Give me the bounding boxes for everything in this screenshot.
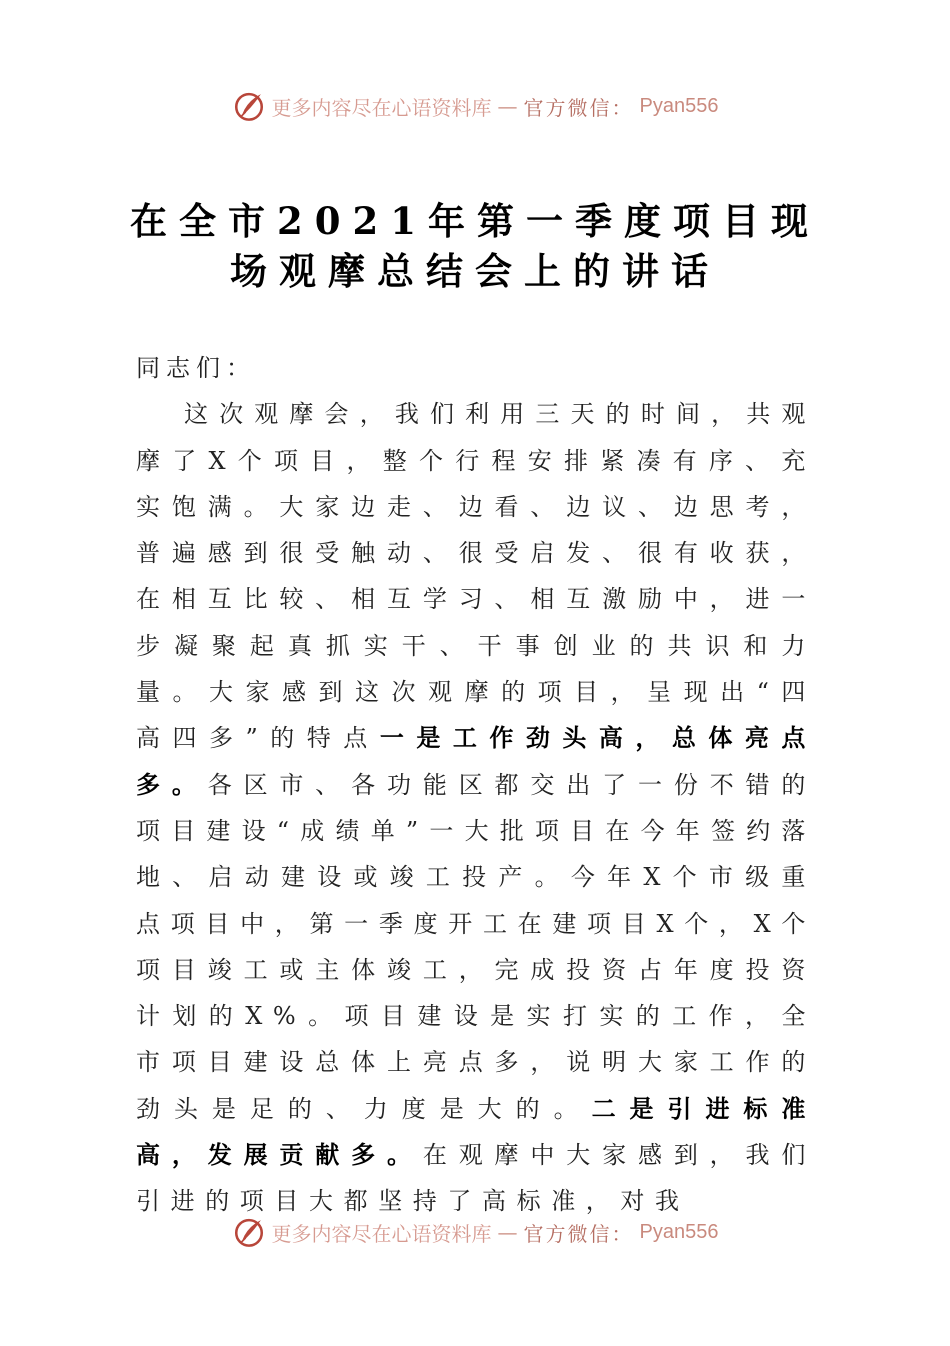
point-two-heading: 二是引进标准高，发展贡献多。 [136,1093,816,1170]
feather-pen-logo-icon [232,1215,266,1249]
watermark-weixin-label: 官方微信： [523,1221,634,1246]
watermark-text: 更多内容尽在心语资料库 [271,1221,492,1246]
point-two-text: 在观摩中大家感到，我们引进的项目大都坚持了高标准，对我 [136,1141,816,1216]
watermark-text: 更多内容尽在心语资料库 [271,95,492,120]
title-line-2: 场观摩总结会上的讲话 [230,249,720,293]
watermark-header [0,86,950,126]
point-one-heading: 一是工作劲头高，总体亮点多。 [136,723,816,799]
watermark-separator: — [497,1220,518,1244]
watermark-weixin-label: 官方微信： [523,95,634,120]
watermark-footer [0,1212,950,1252]
title-line-1: 在全市2021年第一季度项目现 [130,199,820,243]
watermark-weixin-id: Pyan556 [639,1220,719,1243]
paragraph-intro: 这次观摩会，我们利用三天的时间，共观摩了X个项目，整个行程安排紧凑有序、充实饱满。大家边走、边看、边议、边思考，普遍感到很受触动、很受启发、很有收获，在相互比较、相互学习、相互激励中，进一步凝聚起真抓实干、干事创业的共识和力量。大家感到这次观摩的项目，呈现出“四高四多”的特点 [136,400,816,753]
point-one-text: 各区市、各功能区都交出了一份不错的项目建设“成绩单”一大批项目在今年签约落地、启动建设或竣工投产。今年X个市级重点项目中，第一季度开工在建项目X个，X个项目竣工或主体竣工，完成投资占年度投资计划的X%。项目建设是实打实的工作，全市项目建设总体上亮点多，说明大家工作的劲头是足的、力度是大的。 [136,770,817,1123]
watermark-weixin-id: Pyan556 [639,94,719,117]
feather-pen-logo-icon [232,89,266,123]
watermark-separator: — [497,94,518,118]
document-body [136,345,816,1225]
salutation: 同志们： [136,354,256,382]
body-paragraph [136,391,816,1224]
document-title [130,196,820,296]
